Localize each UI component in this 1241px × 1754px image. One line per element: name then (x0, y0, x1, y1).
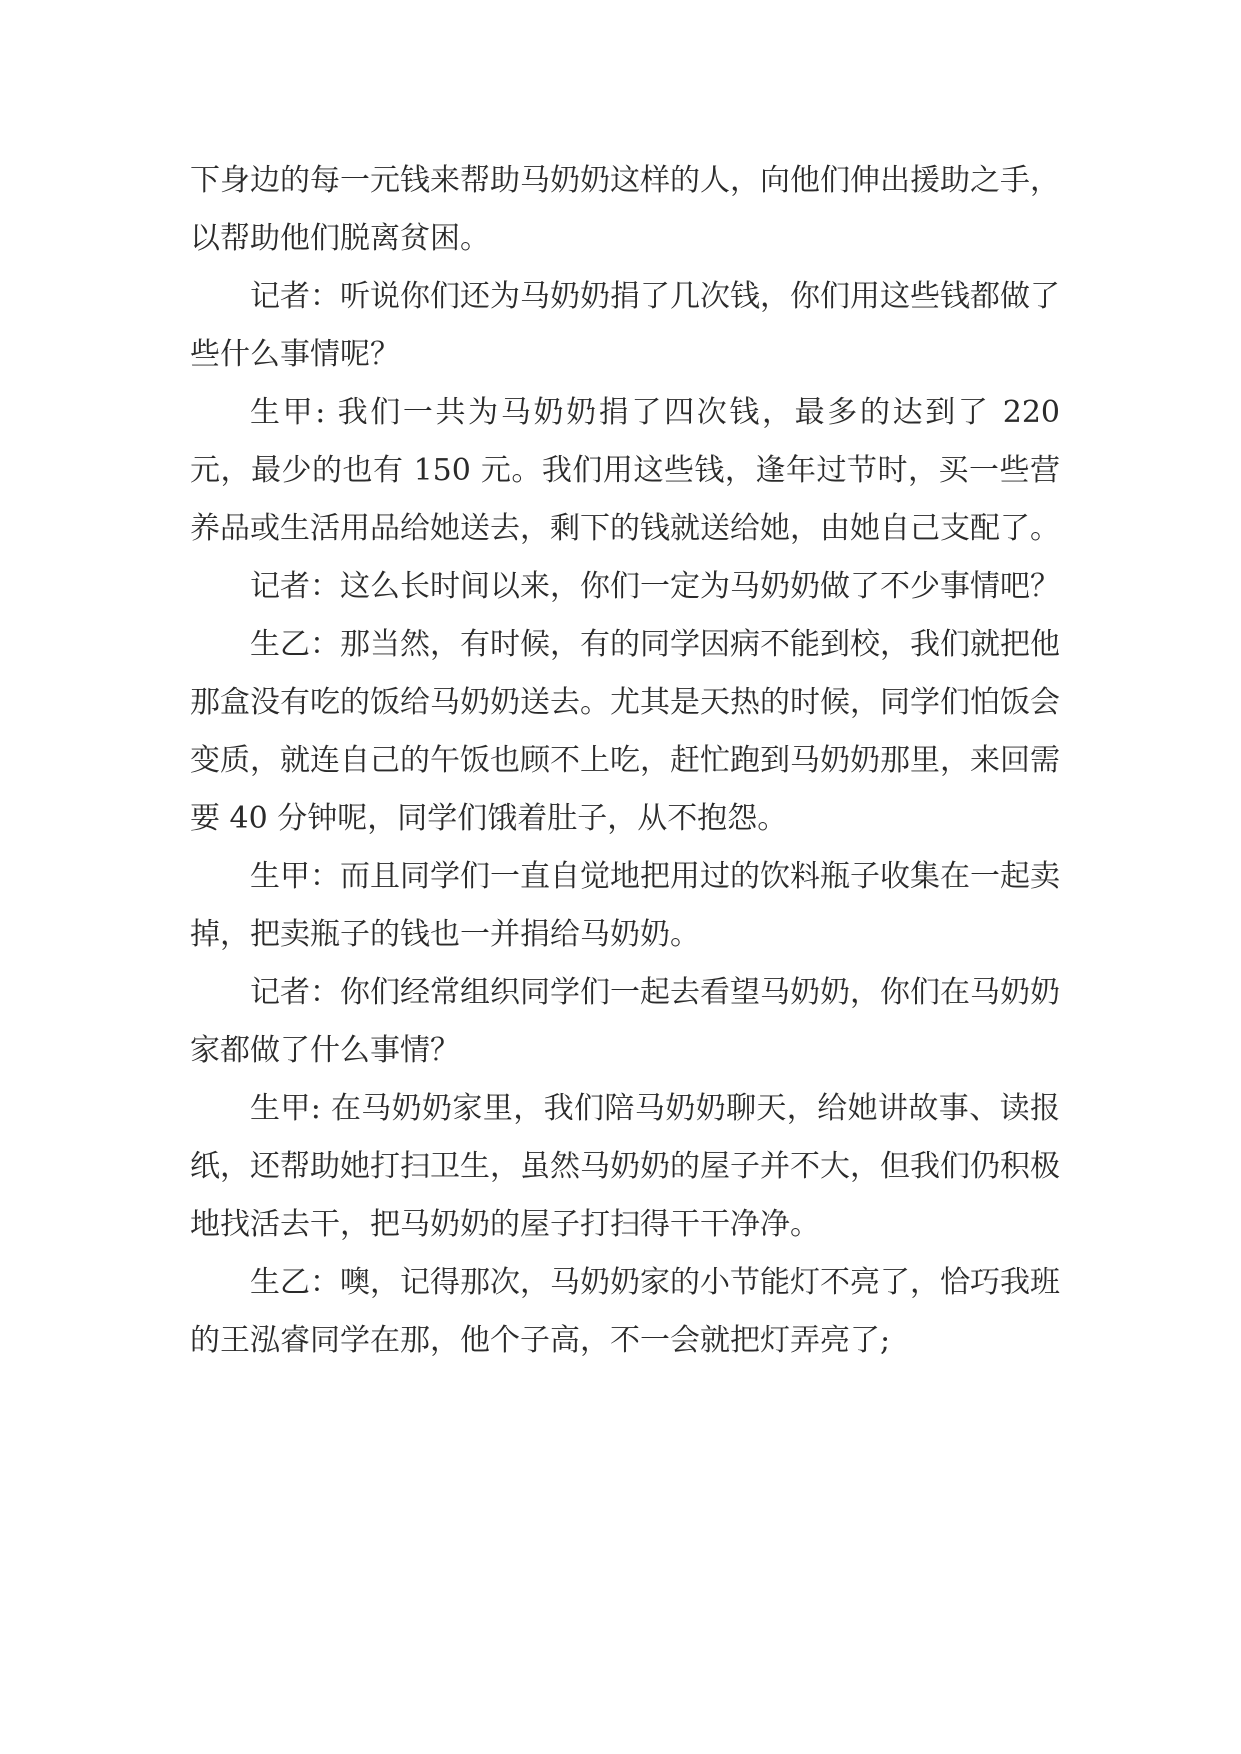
paragraph-student-a-visits: 生甲: 在马奶奶家里，我们陪马奶奶聊天，给她讲故事、读报纸，还帮助她打扫卫生，虽然马奶奶的屋子并不大，但我们仍积极地找活去干，把马奶奶的屋子打扫得干干净净。 (190, 1091, 1060, 1242)
document-body (190, 152, 1060, 1370)
paragraph-reporter-question-deeds: 记者：这么长时间以来，你们一定为马奶奶做了不少事情吧？ (250, 569, 1060, 604)
paragraph-student-a-donations: 生甲: 我们一共为马奶奶捐了四次钱，最多的达到了 220 元，最少的也有 150 元。我们用这些钱，逢年过节时，买一些营养品或生活用品给她送去，剩下的钱就送给她，由她自己支配了。 (190, 395, 1060, 546)
paragraph-reporter-question-donations: 记者：听说你们还为马奶奶捐了几次钱，你们用这些钱都做了些什么事情呢？ (190, 279, 1060, 372)
paragraph-student-b-meals: 生乙：那当然，有时候，有的同学因病不能到校，我们就把他那盒没有吃的饭给马奶奶送去。尤其是天热的时候，同学们怕饭会变质，就连自己的午饭也顾不上吃，赶忙跑到马奶奶那里，来回需要 40 分钟呢，同学们饿着肚子，从不抱怨。 (190, 627, 1060, 836)
paragraph-reporter-question-visits: 记者：你们经常组织同学们一起去看望马奶奶，你们在马奶奶家都做了什么事情？ (190, 975, 1060, 1068)
paragraph-student-b-lamp: 生乙：噢，记得那次，马奶奶家的小节能灯不亮了，恰巧我班的王泓睿同学在那，他个子高，不一会就把灯弄亮了; (190, 1265, 1060, 1358)
paragraph-student-a-bottles: 生甲：而且同学们一直自觉地把用过的饮料瓶子收集在一起卖掉，把卖瓶子的钱也一并捐给马奶奶。 (190, 859, 1060, 952)
paragraph-continuation: 下身边的每一元钱来帮助马奶奶这样的人，向他们伸出援助之手，以帮助他们脱离贫困。 (190, 163, 1060, 256)
